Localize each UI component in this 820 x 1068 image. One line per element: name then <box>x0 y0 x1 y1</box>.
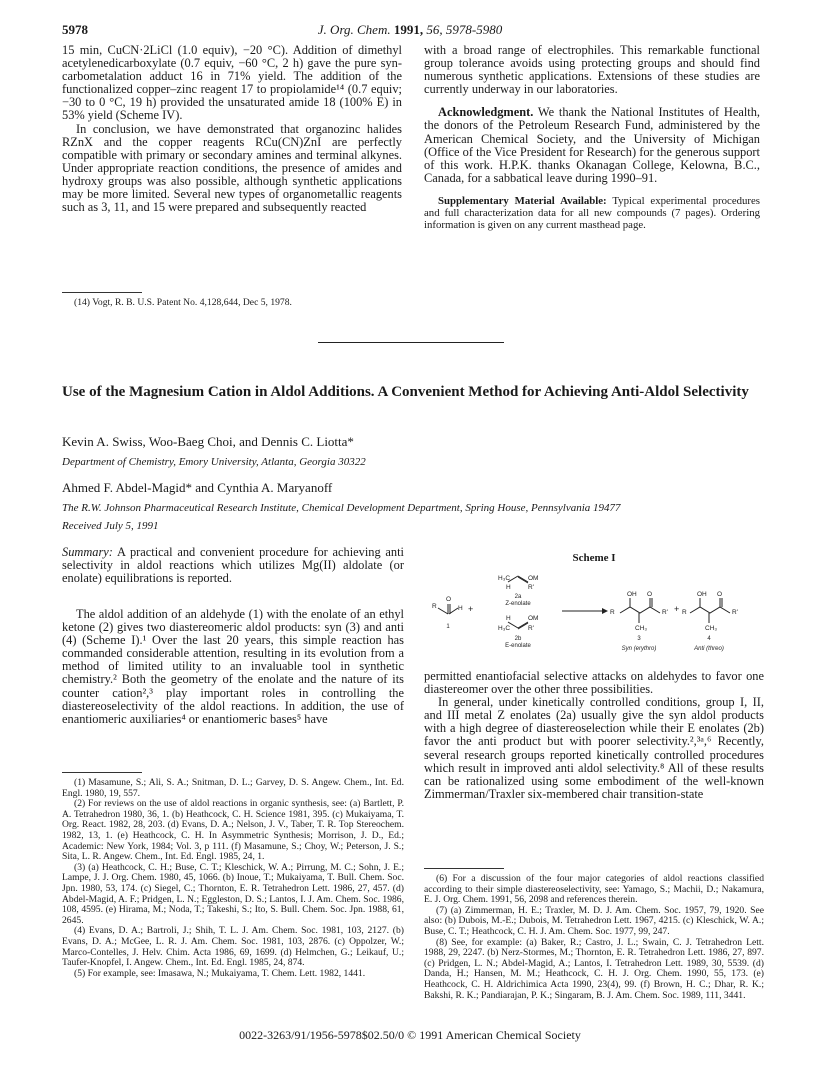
summary-text: A practical and convenient procedure for achieving anti selectivity in aldol reactions which utilizes Mg(II) aldolate (or enolate) equilibrations is reported. <box>62 545 404 586</box>
svg-text:H: H <box>506 615 511 622</box>
authors-emory: Kevin A. Swiss, Woo-Baeg Choi, and Dennis C. Liotta* <box>62 434 354 449</box>
footnote: (6) For a discussion of the four major categories of aldol reactions classified according to their simple diastereoselectivity, see: Yamago, S.; Machii, D.; Nakamura, E. J. Org. Chem. 1991, 56, 2098 and references therein. <box>424 873 764 906</box>
svg-text:R: R <box>610 609 615 616</box>
svg-text:H₃C: H₃C <box>498 575 511 582</box>
copyright-footer: 0022-3263/91/1956-5978$02.50/0 © 1991 American Chemical Society <box>239 1028 581 1042</box>
label-4: 4 <box>707 636 711 642</box>
journal-volume: 56, <box>426 22 443 37</box>
label-z-enolate: Z-enolate <box>505 601 531 607</box>
footnote-14 <box>62 298 402 309</box>
svg-text:R': R' <box>732 609 738 616</box>
paragraph: 15 min, CuCN·2LiCl (1.0 equiv), −20 °C). Addition of dimethyl acetylenedicarboxylate (0.7 equiv, −60 °C, 2 h) gave the pure syn-carbometalation adduct 16 in 71% yield. The addition of the functionalized copper–zinc reagent 17 to propiolamide¹⁴ (0.7 equiv; −30 to 0 °C, 19 h) provided the unsaturated amide 18 (100% E) in 53% yield (Scheme IV). <box>62 43 402 123</box>
svg-text:O: O <box>717 591 723 598</box>
authors-johnson: Ahmed F. Abdel-Magid* and Cynthia A. Maryanoff <box>62 480 333 495</box>
svg-text:H: H <box>458 605 463 612</box>
ack-label: Acknowledgment. <box>438 105 534 120</box>
paragraph: with a broad range of electrophiles. This remarkable functional group tolerance avoids using protecting groups and should find numerous synthetic applications. Extensions of these studies are currently underway in our laboratories. <box>424 43 760 97</box>
footnote: (3) (a) Heathcock, C. H.; Buse, C. T.; Kleschick, W. A.; Pirrung, M. C.; Sohn, J. E.; Lampe, J. J. Org. Chem. 1980, 45, 1066. (b) Inoue, T.; Mukaiyama, T. Bull. Chem. Soc. Jpn. 1980, 53, 174. (c) Siegel, C.; Thornton, E. R. Tetrahedron Lett. 1986, 27, 457. (d) Abdel-Magid, A. F.; Pridgen, L. N.; Eggleston, D. S.; Lantos, I. J. Am. Chem. Soc. 1986, 108, 4595. (e) Hirama, M.; Noda, T.; Takeshi, S.; Ito, S. Bull. Chem. Soc. Jpn. 1988, 61, 2645. <box>62 861 404 926</box>
footnote: (8) See, for example: (a) Baker, R.; Castro, J. L.; Swain, C. J. Tetrahedron Lett. 1988, 29, 2247. (b) Nerz-Stormes, M.; Thornton, E. R. Tetrahedron Lett. 1986, 27, 897. (c) Pridgen, L. N.; Abdel-Magid, A.; Lantos, I. Tetrahedron Lett. 1989, 30, 5539. (d) Danda, H.; Hansen, M. M.; Heathcock, C. H. J. Org. Chem. 1990, 55, 173. (e) Heathcock, C. H. Aldrichimica Acta 1990, 23(4), 99. (f) Brown, H. C.; Dhar, R. K.; Bakshi, R. K.; Pandiarajan, P. K.; Singaram, B. J. Am. Chem. Soc. 1989, 111, 3441. <box>424 936 764 1001</box>
svg-text:OH: OH <box>697 591 707 598</box>
svg-text:H: H <box>506 584 511 591</box>
running-header <box>0 22 820 38</box>
footnote: (2) For reviews on the use of aldol reactions in organic synthesis, see: (a) Bartlett, P. A. Tetrahedron 1980, 36, 1. (b) Heathcock, C. H. Science 1981, 395. (c) Mukaiyama, T. Org. React. 1982, 28, 203. (d) Evans, D. A.; Nelson, J. V., Taber, T. R. Top Stereochem. 1982, 13, 1. (e) Heathcock, C. H. In Asymmetric Synthesis; Morrison, J. D., Ed.; Academic: New York, 1984; Vol. 3, p 111. (f) Masamune, S.; Choy, W.; Peterson, J. S.; Sita, L. R. Angew. Chem., Int. Ed. Engl. 1985, 24, 1. <box>62 798 404 863</box>
paragraph: In general, under kinetically controlled conditions, group I, II, and III metal Z enolates (2a) usually give the syn aldol products with a high degree of diastereoselection while their E enolates (2b) favor the anti product but with poorer selectivity.²,³ᵃ,⁶ Recently, several research groups reported kinetically controlled procedures which result in improved anti aldol selectivity.⁸ All of these results can be rationalized using some embodiment of the well-known Zimmerman/Traxler six-membered chair transition-state <box>424 695 764 801</box>
svg-text:+: + <box>468 604 474 614</box>
svg-text:R': R' <box>662 609 668 616</box>
footnote-rule <box>62 292 142 293</box>
svg-text:R': R' <box>528 584 534 591</box>
supp-text: Typical experimental procedures and full characterization data for all new compounds (7 pages). Ordering information is given on any current masthead page. <box>424 194 761 231</box>
journal-name: J. Org. Chem. <box>317 22 391 37</box>
supp-label: Supplementary Material Available: <box>438 194 607 207</box>
paragraph: The aldol addition of an aldehyde (1) with the enolate of an ethyl ketone (2) gives two diastereomeric aldol products: syn (3) and anti (4) (Scheme I).¹ Over the last 20 years, this simple reaction has commanded considerable attention, resulting in its evolution from a method of limited utility to an invaluable tool in synthetic chemistry.² Both the geometry of the enolate and the nature of its counter cation²,³ play important roles in controlling the diastereoselectivity of the aldol reactions. In addition, the use of enantiomeric auxiliaries⁴ or enantiomeric bases⁵ have <box>62 607 404 726</box>
right-body <box>424 670 764 801</box>
label-1: 1 <box>446 624 450 630</box>
ack-text: We thank the National Institutes of Health, the donors of the Petroleum Research Fund, administered by the American Chemical Society, and the University of Michigan (Office of the Vice President for Research) for the generous support of this work. H.P.K. thanks Okanagan College, Kelowna, B.C., Canada, for a sabbatical leave during 1990–91. <box>424 105 760 185</box>
affiliation-emory: Department of Chemistry, Emory University, Atlanta, Georgia 30322 <box>62 456 366 468</box>
footnote: (7) (a) Zimmerman, H. E.; Traxler, M. D. J. Am. Chem. Soc. 1957, 79, 1920. See also: (b) Dubois, M.-E.; Dubois, M. Tetrahedron Lett. 1967, 4215. (c) Kleschick, W. A.; Buse, C. T.; Heathcock, C. H. J. Am. Chem. Soc. 1977, 99, 247. <box>424 904 764 937</box>
svg-text:OM: OM <box>528 615 539 622</box>
page-number: 5978 <box>62 22 88 37</box>
supplementary-material <box>424 195 760 231</box>
footnote: (1) Masamune, S.; Ali, S. A.; Snitman, D. L.; Garvey, D. S. Angew. Chem., Int. Ed. Engl. 1980, 19, 557. <box>62 777 404 799</box>
svg-text:O: O <box>446 596 452 603</box>
summary <box>62 546 404 585</box>
journal-year: 1991, <box>393 22 424 37</box>
svg-text:R': R' <box>528 625 534 632</box>
footnote-rule <box>424 868 504 869</box>
svg-text:R: R <box>432 603 437 610</box>
svg-text:O: O <box>647 591 653 598</box>
svg-text:CH₃: CH₃ <box>635 625 648 632</box>
summary-label: Summary: <box>62 545 113 559</box>
footnote-rule <box>62 772 142 773</box>
scheme-title: Scheme I <box>572 552 616 564</box>
journal-pages: 5978-5980 <box>445 22 503 37</box>
label-e-enolate: E-enolate <box>505 643 531 649</box>
svg-text:OM: OM <box>528 575 539 582</box>
label-3: 3 <box>637 636 641 642</box>
paragraph: In conclusion, we have demonstrated that organozinc halides RZnX and the copper reagents RCu(CN)ZnI are perfectly compatible with primary or secondary amines and terminal alkynes. Under appropriate reaction conditions, the presence of amides and hydroxy groups was also possible, although synthetic applications may be more limited. Several new types of organometallic reagents such as 3, 11, and 15 were prepared and subsequently reacted <box>62 121 402 215</box>
svg-text:CH₃: CH₃ <box>705 625 718 632</box>
top-right-column <box>424 44 760 231</box>
label-2a: 2a <box>514 594 522 600</box>
article-separator <box>318 342 504 343</box>
affiliation-johnson: The R.W. Johnson Pharmaceutical Research Institute, Chemical Development Department, Spring House, Pennsylvania 19477 <box>62 502 621 514</box>
svg-text:R: R <box>682 609 687 616</box>
label-2b: 2b <box>514 636 522 642</box>
label-anti: Anti (threo) <box>694 646 724 652</box>
left-body <box>62 608 404 726</box>
paragraph: permitted enantiofacial selective attacks on aldehydes to favor one diastereomer over the other three possibilities. <box>424 669 764 697</box>
svg-text:+: + <box>674 604 680 614</box>
article-title: Use of the Magnesium Cation in Aldol Additions. A Convenient Method for Achieving Anti-Aldol Selectivity <box>62 384 749 400</box>
top-left-column <box>62 44 402 214</box>
label-syn: Syn (erythro) <box>621 646 657 652</box>
footnotes-left <box>62 778 404 979</box>
scheme-i-diagram <box>424 568 764 668</box>
footnotes-right <box>424 874 764 1001</box>
footnote: (4) Evans, D. A.; Bartroli, J.; Shih, T. L. J. Am. Chem. Soc. 1981, 103, 2127. (b) Evans, D. A.; McGee, L. R. J. Am. Chem. Soc. 1981, 103, 2876. (c) Oppolzer, W.; Marco-Contelles, J. Helv. Chim. Acta 1986, 69, 1699. (d) Helmchen, G.; Leikauf, U.; Taufer-Knopfel, I. Angew. Chem., Int. Ed. Engl. 1985, 24, 874. <box>62 925 404 969</box>
acknowledgment <box>424 106 760 185</box>
received-date: Received July 5, 1991 <box>62 520 159 532</box>
svg-text:OH: OH <box>627 591 637 598</box>
footnote-text: (14) Vogt, R. B. U.S. Patent No. 4,128,644, Dec 5, 1978. <box>74 297 292 308</box>
svg-text:H₃C: H₃C <box>498 625 511 632</box>
footnote: (5) For example, see: Imasawa, N.; Mukaiyama, T. Chem. Lett. 1982, 1441. <box>74 967 366 979</box>
